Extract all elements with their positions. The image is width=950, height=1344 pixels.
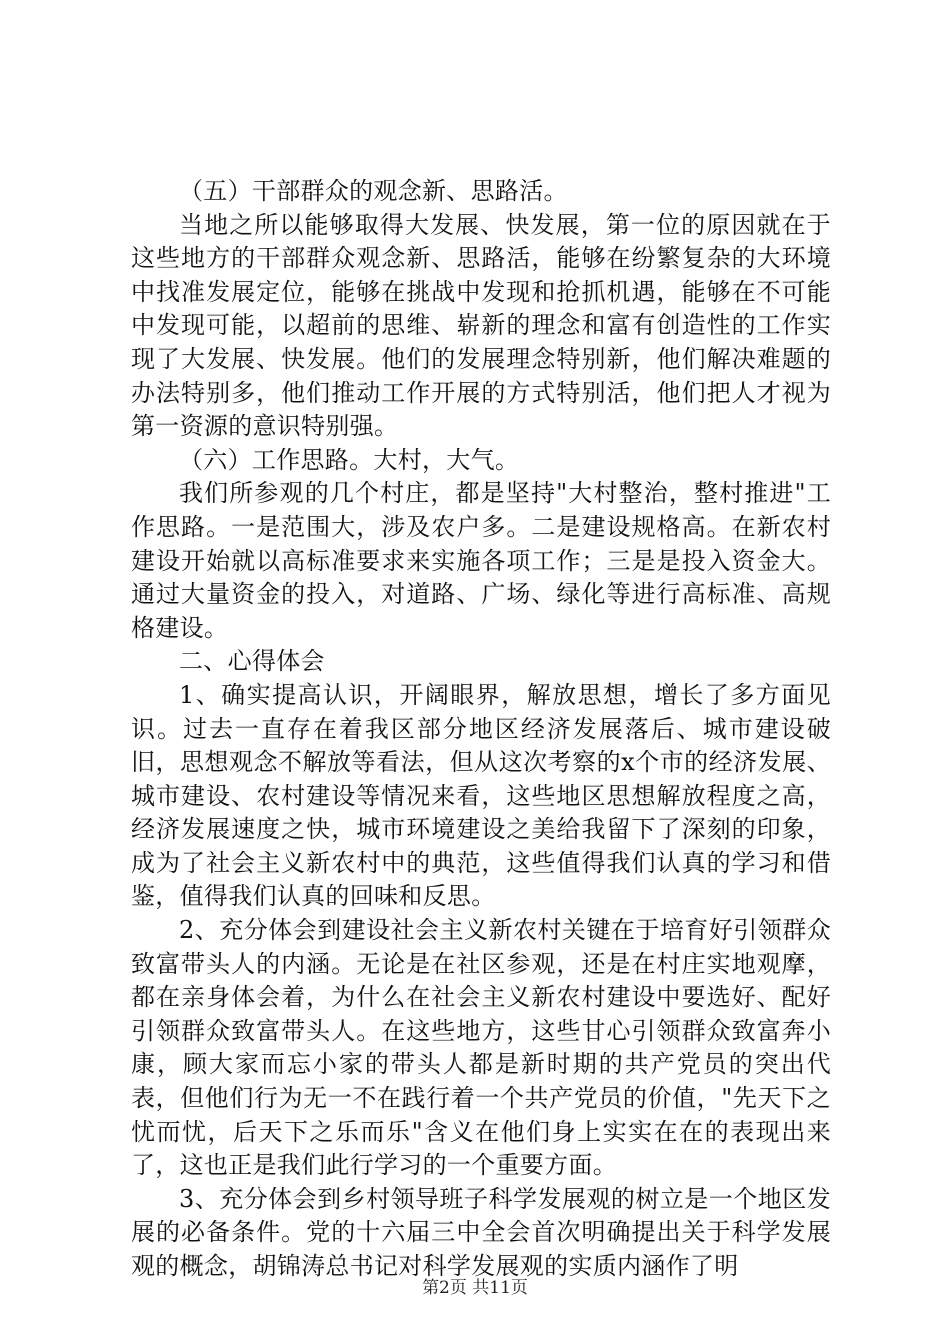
page-footer xyxy=(0,1273,950,1298)
paragraph-heading-6: （六）工作思路。大村，大气。 xyxy=(179,445,520,474)
paragraph: 当地之所以能够取得大发展、快发展，第一位的原因就在于这些地方的干部群众观念新、思路活，能够在纷繁复杂的大环境中找准发展定位，能够在挑战中发现和抢抓机遇，能够在不可能中发现可能，以超前的思维、崭新的理念和富有创造性的工作实现了大发展、快发展。他们的发展理念特别新，他们解决难题的办法特别多，他们推动工作开展的方式特别活，他们把人才视为第一资源的意识特别强。 xyxy=(131,210,831,441)
paragraph: 我们所参观的几个村庄，都是坚持"大村整治，整村推进"工作思路。一是范围大，涉及农户多。二是建设规格高。在新农村建设开始就以高标准要求来实施各项工作；三是是投入资金大。通过大量资金的投入，对道路、广场、绿化等进行高标准、高规格建设。 xyxy=(131,479,831,642)
paragraph-heading-5: （五）干部群众的观念新、思路活。 xyxy=(179,177,568,205)
body-text xyxy=(131,175,831,1284)
paragraph: 2、充分体会到建设社会主义新农村关键在于培育好引领群众致富带头人的内涵。无论是在社区参观，还是在村庄实地观摩，都在亲身体会着，为什么在社会主义新农村建设中要选好、配好引领群众致富带头人。在这些地方，这些甘心引领群众致富奔小康，顾大家而忘小家的带头人都是新时期的共产党员的突出代表，但他们行为无一不在践行着一个共产党员的价值，"先天下之忧而忧，后天下之乐而乐"含义在他们身上实实在在的表现出来了，这也正是我们此行学习的一个重要方面。 xyxy=(131,916,831,1180)
page-number: 第2页 共11页 xyxy=(422,1278,528,1298)
paragraph: 3、充分体会到乡村领导班子科学发展观的树立是一个地区发展的必备条件。党的十六届三中全会首次明确提出关于科学发展观的概念，胡锦涛总书记对科学发展观的实质内涵作了明 xyxy=(131,1184,831,1280)
paragraph: 1、确实提高认识，开阔眼界，解放思想，增长了多方面见识。过去一直存在着我区部分地区经济发展落后、城市建设破旧，思想观念不解放等看法，但从这次考察的x个市的经济发展、城市建设、农村建设等情况来看，这些地区思想解放程度之高，经济发展速度之快，城市环境建设之美给我留下了深刻的印象，成为了社会主义新农村中的典范，这些值得我们认真的学习和借鉴，值得我们认真的回味和反思。 xyxy=(131,680,831,911)
section-heading: 二、心得体会 xyxy=(179,647,325,676)
